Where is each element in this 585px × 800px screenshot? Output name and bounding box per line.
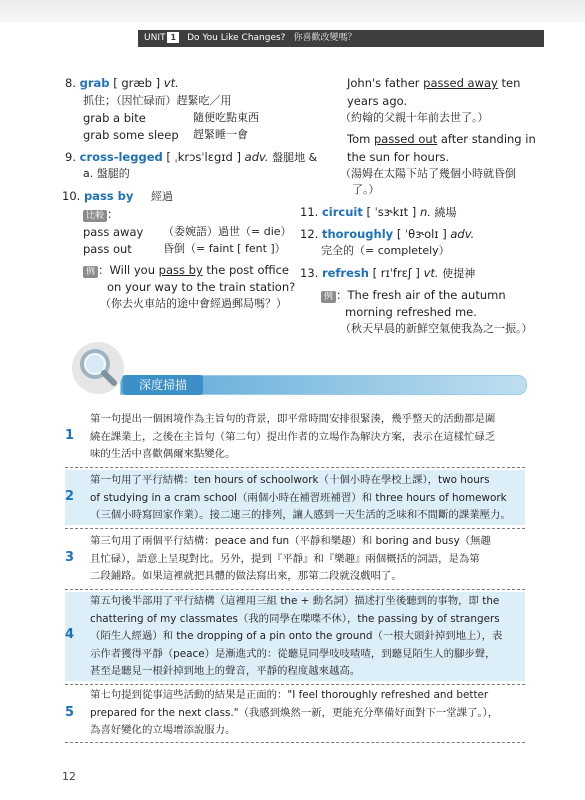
unit-number: 1 xyxy=(167,32,179,43)
row-text xyxy=(90,411,522,464)
example-text: John's father xyxy=(347,76,424,90)
example-tag: 例 xyxy=(83,266,98,278)
example-sentence xyxy=(347,75,520,91)
definition: 繞場 xyxy=(434,206,457,219)
row-line: of studying in a cram school（兩個小時在補習班補習）和 three hours of homework xyxy=(90,491,507,504)
example-underline: passed away xyxy=(423,76,498,90)
vocab-item-9 xyxy=(65,149,317,166)
example-translation: （秋天早晨的新鮮空氣使我為之一振。） xyxy=(340,322,533,335)
example-text: ：The fresh air of the autumn xyxy=(336,288,506,302)
example-translation: （約翰的父親十年前去世了。） xyxy=(340,111,489,124)
headword: refresh xyxy=(321,266,369,280)
part-of-speech: adv. xyxy=(244,150,269,164)
section-title: 深度掃描 xyxy=(123,375,203,395)
compare-word-zh: 昏倒（= faint [ fent ]） xyxy=(163,242,286,255)
definition-2: a. 盤腿的 xyxy=(83,167,130,180)
headword: circuit xyxy=(321,205,363,219)
unit-title-zh: 你喜歡改變嗎？ xyxy=(293,33,357,43)
compare-colon: ： xyxy=(107,207,119,221)
row-line: （三個小時寫回家作業）。接二連三的排列，讓人感到一天生活的乏味和不間斷的課業壓力。 xyxy=(90,509,511,521)
part-of-speech: vt. xyxy=(163,76,179,90)
vocab-item-11 xyxy=(300,204,457,221)
part-of-speech: adv. xyxy=(450,227,475,241)
item-number: 11. xyxy=(300,205,319,219)
unit-header-bar xyxy=(138,30,544,47)
compare-label xyxy=(83,206,119,222)
row-line: 第一句提出一個困境作為主旨句的背景，即平常時間安排很緊湊，幾乎整天的活動都是圍 xyxy=(90,413,496,425)
magnifier-icon xyxy=(70,340,126,396)
row-number: 5 xyxy=(65,705,75,720)
example-phrase-zh: 隨便吃點東西 xyxy=(193,111,259,124)
row-line: 甚至是聽見一根針掉到地上的聲音，平靜的程度越來越高。 xyxy=(90,665,361,677)
row-line: chattering of my classmates（我的同學在喋喋不休），the passing by of strangers xyxy=(90,612,500,625)
item-number: 9. xyxy=(65,150,76,164)
page-number: 12 xyxy=(62,770,76,783)
definition: 使提神 xyxy=(442,267,476,280)
row-text xyxy=(90,593,522,681)
item-number: 13. xyxy=(300,266,319,280)
vocab-item-8 xyxy=(65,75,179,91)
row-line: 且忙碌），語意上呈現對比。另外，提到『平靜』和『樂趣』兩個概括的詞語，是為第 xyxy=(90,552,480,565)
row-divider xyxy=(65,528,525,529)
example-sentence-line2: morning refreshed me. xyxy=(345,305,477,319)
compare-word-zh: （委婉語）過世（= die） xyxy=(163,225,292,238)
example-translation-cont: 了。） xyxy=(352,183,380,196)
part-of-speech: n. xyxy=(419,205,431,219)
example-translation: （你去火車站的途中會經過郵局嗎？） xyxy=(100,297,287,310)
analysis-row-3 xyxy=(65,531,525,586)
row-text xyxy=(90,533,522,586)
row-divider xyxy=(65,742,525,743)
vocab-item-10 xyxy=(62,188,173,205)
row-line: 為喜好變化的立場增添說服力。 xyxy=(90,724,236,736)
example-sentence xyxy=(347,131,536,147)
example-sentence-line2: years ago. xyxy=(347,94,408,108)
analysis-row-5 xyxy=(65,686,525,741)
analysis-row-2 xyxy=(65,470,525,525)
row-divider xyxy=(65,589,525,590)
row-text xyxy=(90,472,522,525)
analysis-row-4 xyxy=(65,592,525,681)
example-text: ten xyxy=(497,76,521,90)
row-line: 繞在課業上，之後在主旨句（第二句）提出作者的立場作為解決方案，表示在這樣忙碌乏 xyxy=(90,430,496,443)
example-text: after standing in xyxy=(437,132,536,146)
example-phrase: grab some sleep xyxy=(83,128,179,142)
example-underline: pass by xyxy=(158,263,203,277)
row-number: 2 xyxy=(65,489,75,504)
part-of-speech: vt. xyxy=(423,266,439,280)
row-text xyxy=(90,687,522,740)
phonetic: [ græb ] xyxy=(113,76,161,90)
row-line: （陌生人經過）和 the dropping of a pin onto the ground（一根大頭針掉到地上），表 xyxy=(90,630,503,642)
analysis-row-1 xyxy=(65,411,525,463)
item-number: 8. xyxy=(65,76,76,90)
unit-title: Do You Like Changes? xyxy=(187,33,286,43)
headword: pass by xyxy=(83,189,134,203)
vocab-item-12 xyxy=(300,226,474,242)
example-sentence-line2: on your way to the train station? xyxy=(107,280,296,294)
example-phrase-zh: 趕緊睡一會 xyxy=(193,128,248,141)
row-line: 第一句用了平行結構：ten hours of schoolwork（十個小時在學校上課），two hours xyxy=(90,474,490,486)
row-number: 3 xyxy=(65,550,75,565)
row-number: 1 xyxy=(65,428,75,443)
item-number: 10. xyxy=(62,189,81,203)
example-text: Tom xyxy=(347,132,374,146)
row-line: 第五句後半部用了平行結構（這裡用三組 the + 動名詞）描述打坐後聽到的事物，即 the xyxy=(90,595,500,607)
example-sentence xyxy=(83,262,289,278)
row-divider xyxy=(65,684,525,685)
row-line: 示作者獲得平靜（peace）是漸進式的：從聽見同學吱吱喳喳，到聽見陌生人的腳步聲， xyxy=(90,647,496,660)
phonetic: [ ˌkrɔsˈlɛgɪd ] xyxy=(166,150,241,164)
compare-word: pass away xyxy=(83,225,144,239)
example-phrase: grab a bite xyxy=(83,111,146,125)
example-sentence-line2: the sun for hours. xyxy=(347,150,450,164)
phonetic: [ ˈsɝkɪt ] xyxy=(366,205,417,219)
compare-word: pass out xyxy=(83,242,132,256)
row-divider xyxy=(65,467,525,468)
vocab-item-13 xyxy=(300,265,475,282)
example-text: the post office xyxy=(202,263,289,277)
unit-label: UNIT xyxy=(144,33,166,43)
row-line: 味的生活中喜歡偶爾來點變化。 xyxy=(90,448,236,460)
example-tag: 例 xyxy=(321,291,336,303)
example-sentence xyxy=(321,287,506,303)
example-translation: （湯姆在太陽下站了幾個小時就昏倒 xyxy=(340,167,516,180)
headword: thoroughly xyxy=(321,227,394,241)
definition: 盤腿地 & xyxy=(272,151,318,164)
row-line: 第三句用了兩個平行結構：peace and fun（平靜和樂趣）和 boring and busy（無趣 xyxy=(90,535,491,547)
headword: cross-legged xyxy=(79,150,163,164)
row-line: prepared for the next class."（我感到煥然一新，更能充分準備好面對下一堂課了。）， xyxy=(90,706,499,719)
definition: 抓住；（因忙碌而）趕緊吃／用 xyxy=(83,94,232,107)
top-strip xyxy=(0,0,585,22)
phonetic: [ ˈθɝolɪ ] xyxy=(396,227,447,241)
definition: 經過 xyxy=(151,190,174,203)
row-line: 二段鋪路。如果這裡就把具體的做法寫出來，那第二段就沒戲唱了。 xyxy=(90,570,402,582)
item-number: 12. xyxy=(300,227,319,241)
row-number: 4 xyxy=(65,627,75,642)
headword: grab xyxy=(79,76,110,90)
example-text: ：Will you xyxy=(98,263,159,277)
definition: 完全的（= completely） xyxy=(321,244,450,257)
compare-tag: 比較 xyxy=(83,210,107,222)
row-line: 第七句提到從事這些活動的結果是正面的："I feel thoroughly refreshed and better xyxy=(90,689,489,701)
example-underline: passed out xyxy=(373,132,438,146)
phonetic: [ rɪˈfrɛʃ ] xyxy=(372,266,420,280)
